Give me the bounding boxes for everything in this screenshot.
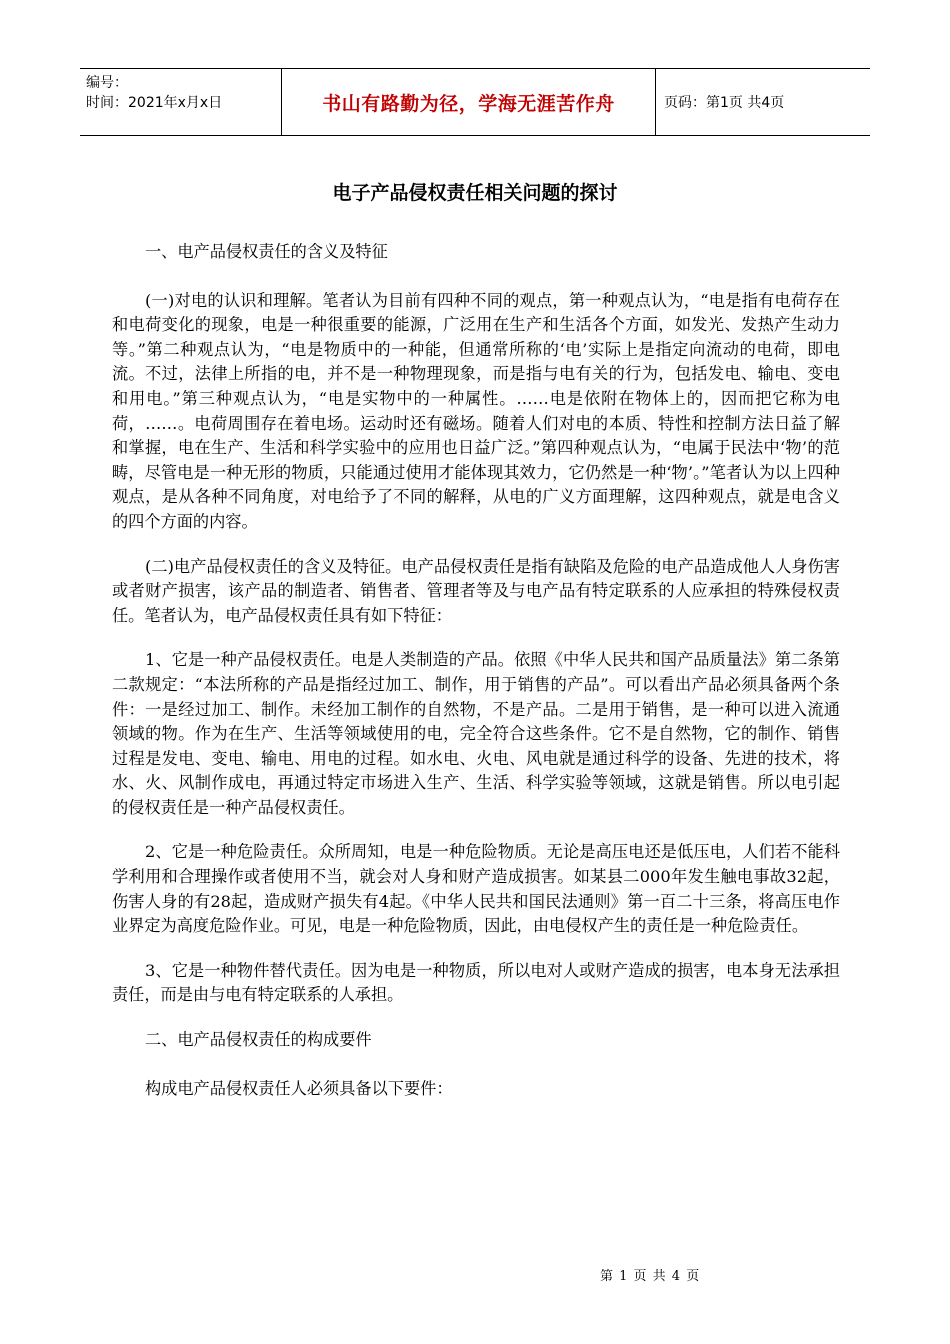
paragraph: 构成电产品侵权责任人必须具备以下要件： — [145, 1078, 453, 1098]
paragraph: (一)对电的认识和理解。笔者认为目前有四种不同的观点，第一种观点认为，“电是指有电荷存在和电荷变化的现象，电是一种很重要的能源，广泛用在生产和生活各个方面，如发光、发热产生动力等。”第二种观点认为，“电是物质中的一种能，但通常所称的‘电’实际上是指定向流动的电荷，即电流。不过，法律上所指的电，并不是一种物理现象，而是指与电有关的行为，包括发电、输电、变电和用电。”第三种观点认为，“电是实物中的一种属性。……电是依附在物体上的，因而把它称为电荷，……。电荷周围存在着电场。运动时还有磁场。随着人们对电的本质、特性和控制方法日益了解和掌握，电在生产、生活和科学实验中的应用也日益广泛。”第四种观点认为，“电属于民法中‘物’的范畴，尽管电是一种无形的物质，只能通过使用才能体现其效力，它仍然是一种‘物’。”笔者认为以上四种观点，是从各种不同角度，对电给予了不同的解释，从电的广义方面理解，这四种观点，就是电含义的四个方面的内容。 — [112, 290, 840, 531]
section-heading-1: 一、电产品侵权责任的含义及特征 — [145, 242, 388, 261]
section-heading-2: 二、电产品侵权责任的构成要件 — [145, 1030, 372, 1050]
header-page-info: 页码：第1页 共4页 — [664, 95, 785, 111]
document-title: 电子产品侵权责任相关问题的探讨 — [332, 182, 618, 204]
paragraph: 2、它是一种危险责任。众所周知，电是一种危险物质。无论是高压电还是低压电，人们若不能科学利用和合理操作或者使用不当，就会对人身和财产造成损害。如某县二000年发生触电事故32起，伤害人身的有28起，造成财产损失有4起。《中华人民共和国民法通则》第一百二十三条，将高压电作业界定为高度危险作业。可见，电是一种危险物质，因此，由电侵权产生的责任是一种危险责任。 — [112, 842, 840, 936]
page-footer: 第 1 页 共 4 页 — [600, 1269, 701, 1284]
document-body — [112, 240, 840, 1121]
paragraph: (二)电产品侵权责任的含义及特征。电产品侵权责任是指有缺陷及危险的电产品造成他人人身伤害或者财产损害，该产品的制造者、销售者、管理者等及与电产品有特定联系的人应承担的特殊侵权责任。笔者认为，电产品侵权责任具有如下特征： — [112, 556, 840, 625]
document-number-label: 编号： — [86, 75, 128, 91]
header-motto: 书山有路勤为径，学海无涯苦作舟 — [282, 69, 656, 135]
header-meta — [80, 69, 282, 135]
paragraph: 3、它是一种物件替代责任。因为电是一种物质，所以电对人或财产造成的损害，电本身无法承担责任，而是由与电有特定联系的人承担。 — [112, 960, 840, 1005]
paragraph: 1、它是一种产品侵权责任。电是人类制造的产品。依照《中华人民共和国产品质量法》第二条第二款规定：“本法所称的产品是指经过加工、制作，用于销售的产品”。可以看出产品必须具备两个条件：一是经过加工、制作。未经加工制作的自然物，不是产品。二是用于销售，是一种可以进入流通领域的物。作为在生产、生活等领域使用的电，完全符合这些条件。它不是自然物，它的制作、销售过程是发电、变电、输电、用电的过程。如水电、火电、风电就是通过科学的设备、先进的技术，将水、火、风制作成电，再通过特定市场进入生产、生活、科学实验等领域，这就是销售。所以电引起的侵权责任是一种产品侵权责任。 — [112, 650, 840, 817]
document-date: 时间：2021年x月x日 — [86, 95, 223, 111]
header-table — [80, 68, 870, 136]
